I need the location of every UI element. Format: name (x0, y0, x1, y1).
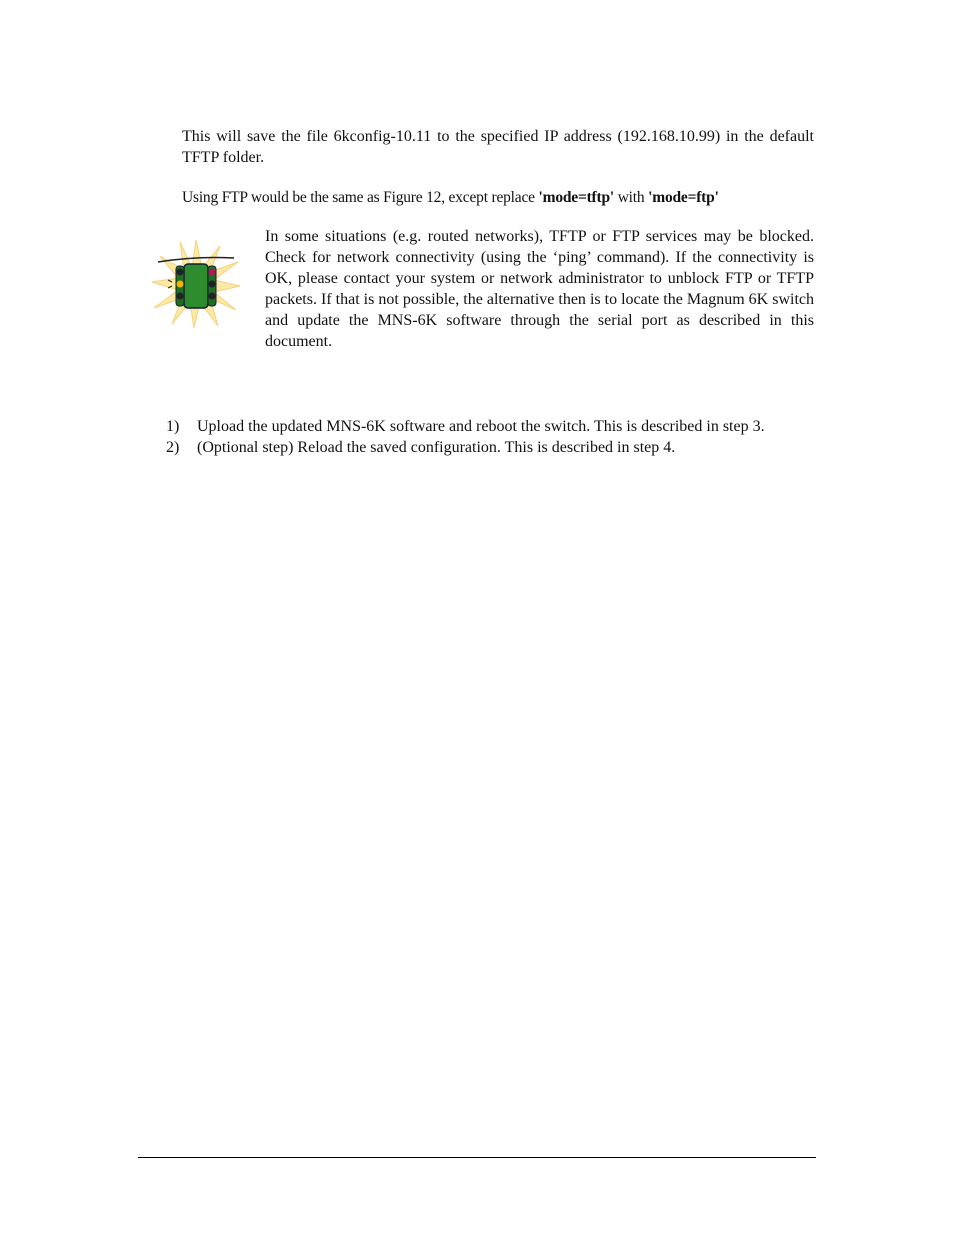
step-number: 2) (166, 439, 180, 456)
list-item (166, 437, 814, 458)
list-item (166, 416, 814, 437)
mode-ftp-text: 'mode=ftp' (648, 189, 719, 206)
step-text: Upload the updated MNS-6K software and reboot the switch. This is described in step 3. (197, 418, 765, 435)
footer-rule (138, 1157, 816, 1158)
step-number: 1) (166, 418, 180, 435)
ftp-middle: with (614, 189, 649, 206)
step-text: (Optional step) Reload the saved configuration. This is described in step 4. (197, 439, 676, 456)
ftp-paragraph (182, 187, 822, 208)
traffic-light-icon (150, 238, 242, 330)
steps-list (166, 416, 814, 458)
note-text: In some situations (e.g. routed networks), TFTP or FTP services may be blocked. Check for network connectivity (using the ‘ping’ command). If the connectivity is OK, please contact your system or network administrator to unblock FTP or TFTP packets. If that is not possible, the alternative then is to locate the Magnum 6K switch and update the MNS-6K software through the serial port as described in this document. (265, 228, 814, 350)
save-paragraph: This will save the file 6kconfig-10.11 to the specified IP address (192.168.10.99) in the default TFTP folder. (182, 128, 814, 166)
mode-tftp-text: 'mode=tftp' (538, 189, 615, 206)
ftp-prefix: Using FTP would be the same as Figure 12, except replace (182, 189, 539, 206)
